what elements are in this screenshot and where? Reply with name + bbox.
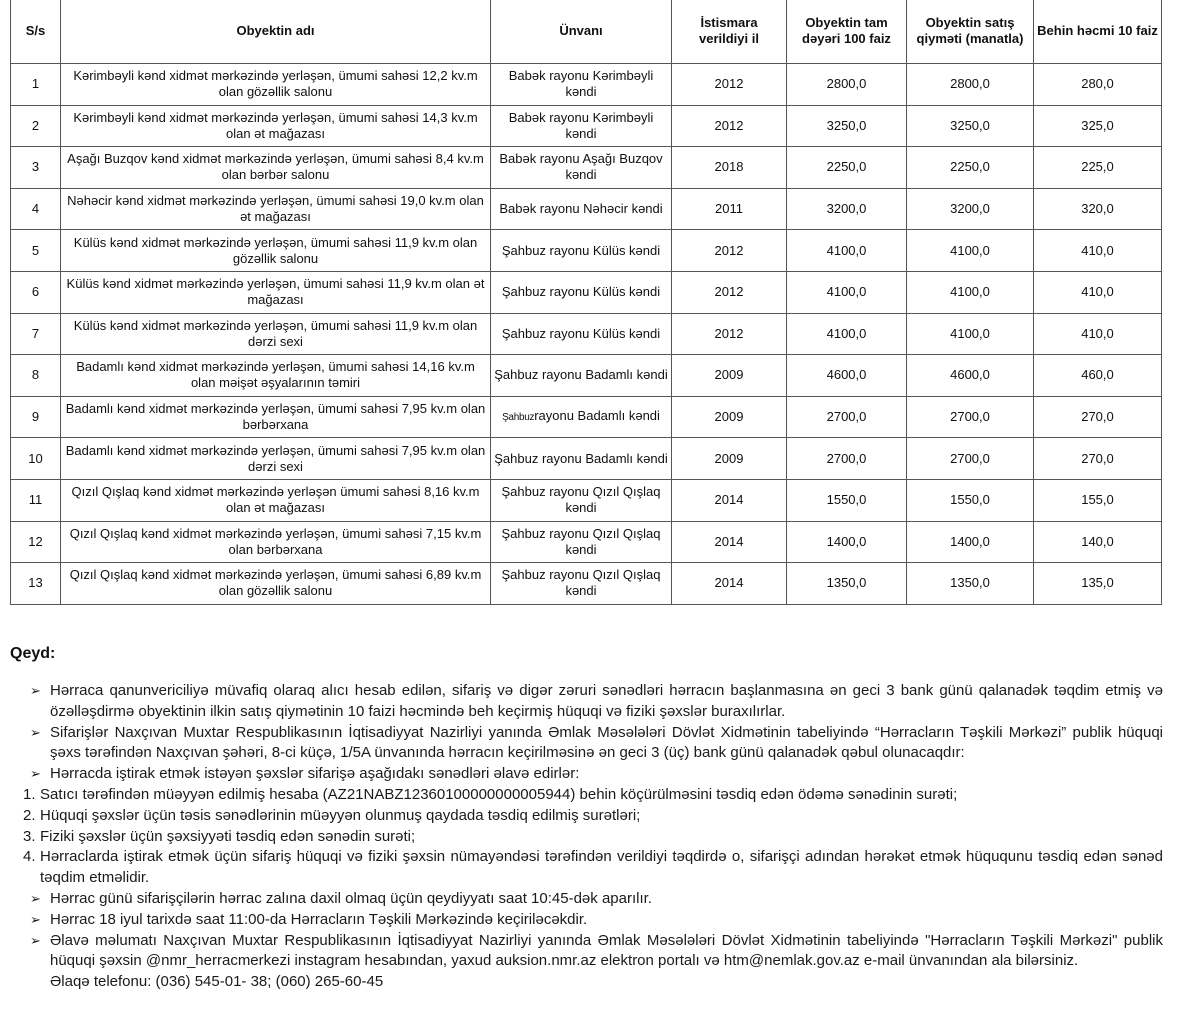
- cell-object-name: Külüs kənd xidmət mərkəzində yerləşən, ümumi sahəsi 11,9 kv.m olan ət mağazası: [61, 271, 491, 313]
- cell-deposit: 140,0: [1034, 521, 1162, 563]
- cell-sale-price: 4100,0: [907, 230, 1034, 272]
- cell-object-name: Kərimbəyli kənd xidmət mərkəzində yerləşən, ümumi sahəsi 14,3 kv.m olan ət mağazası: [61, 105, 491, 147]
- cell-serial-number: 5: [11, 230, 61, 272]
- arrow-bullet-icon: ➢: [30, 724, 41, 740]
- cell-object-name: Külüs kənd xidmət mərkəzində yerləşən, ümumi sahəsi 11,9 kv.m olan dərzi sexi: [61, 313, 491, 355]
- header-commissioning-year: İstismara verildiyi il: [672, 0, 787, 64]
- cell-full-value: 4100,0: [787, 271, 907, 313]
- note-text: Hərrac günü sifarişçilərin hərrac zalına daxil olmaq üçün qeydiyyatı saat 10:45-dək aparılır.: [50, 889, 652, 907]
- cell-deposit: 155,0: [1034, 479, 1162, 521]
- note-contact-line: [30, 972, 1163, 993]
- note-text: Hərraca qanunvericiliyə müvafiq olaraq alıcı hesab edilən, sifariş və digər zəruri sənədləri hərracın başlanmasına ən geci 3 bank günü qalanadək təqdim etmiş və özəlləşdirmə obyektinin ilkin satış qiymətinin 10 faizi həcmində beh keçirmiş hüquqi və fiziki şəxslər buraxılırlar.: [50, 682, 1163, 720]
- cell-commissioning-year: 2012: [672, 313, 787, 355]
- table-row: [11, 105, 1162, 147]
- cell-serial-number: 2: [11, 105, 61, 147]
- cell-full-value: 4100,0: [787, 230, 907, 272]
- cell-deposit: 410,0: [1034, 271, 1162, 313]
- cell-commissioning-year: 2018: [672, 147, 787, 189]
- cell-deposit: 320,0: [1034, 188, 1162, 230]
- note-text: Sifarişlər Naxçıvan Muxtar Respublikasının İqtisadiyyat Nazirliyi yanında Əmlak Məsələləri Dövlət Xidmətinin tabeliyində “Hərracların Təşkili Mərkəzi” publik hüquqi şəxs tərəfindən Naxçıvan şəhəri, 8-ci küçə, 1/5A ünvanında hərracın keçirilməsinə ən geci 3 (üç) bank günü qalanadək qəbul olunacaqdır:: [50, 723, 1163, 762]
- auction-lots-table: [10, 0, 1162, 605]
- note-text: Hərraclarda iştirak etmək üçün sifariş hüquqi və fiziki şəxsin nümayəndəsi tərəfindən verildiyi təqdirdə o, sifarişçi adından hərəkət etmək hüququnu təsdiq edən sənəd təqdim etməlidir.: [40, 848, 1163, 887]
- cell-address: Şahbuz rayonu Badamlı kəndi: [491, 438, 672, 480]
- arrow-bullet-icon: ➢: [30, 911, 41, 927]
- cell-serial-number: 4: [11, 188, 61, 230]
- cell-object-name: Qızıl Qışlaq kənd xidmət mərkəzində yerləşən, ümumi sahəsi 7,15 kv.m olan bərbərxana: [61, 521, 491, 563]
- cell-sale-price: 1400,0: [907, 521, 1034, 563]
- note-numbered-item: [23, 827, 1163, 848]
- cell-full-value: 2700,0: [787, 438, 907, 480]
- note-text: Fiziki şəxslər üçün şəxsiyyəti təsdiq edən sənədin surəti;: [40, 827, 416, 845]
- cell-full-value: 2700,0: [787, 396, 907, 438]
- note-numbered-item: [23, 806, 1163, 827]
- cell-address: Şahbuz rayonu Külüs kəndi: [491, 271, 672, 313]
- header-full-value: Obyektin tam dəyəri 100 faiz: [787, 0, 907, 64]
- cell-sale-price: 2700,0: [907, 396, 1034, 438]
- cell-commissioning-year: 2009: [672, 355, 787, 397]
- cell-serial-number: 12: [11, 521, 61, 563]
- notes-heading: Qeyd:: [10, 645, 56, 662]
- cell-object-name: Aşağı Buzqov kənd xidmət mərkəzində yerləşən, ümumi sahəsi 8,4 kv.m olan bərbər salonu: [61, 147, 491, 189]
- cell-deposit: 135,0: [1034, 563, 1162, 605]
- note-text: Satıcı tərəfindən müəyyən edilmiş hesaba (AZ21NABZ12360100000000005944) behin köçürülməsini təsdiq edən ödəmə sənədinin surəti;: [40, 785, 958, 803]
- cell-commissioning-year: 2011: [672, 188, 787, 230]
- cell-commissioning-year: 2012: [672, 105, 787, 147]
- note-text: Əlavə məlumatı Naxçıvan Muxtar Respublikasının İqtisadiyyat Nazirliyi yanında Əmlak Məsələləri Dövlət Xidmətinin tabeliyində "Hərracların Təşkili Mərkəzi" publik hüquqi şəxsin @nmr_herracmerkezi instagram hesabından, yaxud auksion.nmr.az elektron portalı və htm@nemlak.gov.az e-mail ünvanından ala bilərsiniz.: [50, 931, 1163, 970]
- table-body: [11, 64, 1162, 605]
- header-sale-price: Obyektin satış qiyməti (manatla): [907, 0, 1034, 64]
- cell-deposit: 325,0: [1034, 105, 1162, 147]
- cell-deposit: 280,0: [1034, 64, 1162, 106]
- table-row: [11, 64, 1162, 106]
- cell-full-value: 2250,0: [787, 147, 907, 189]
- cell-commissioning-year: 2009: [672, 396, 787, 438]
- cell-serial-number: 3: [11, 147, 61, 189]
- cell-commissioning-year: 2012: [672, 64, 787, 106]
- cell-address: Babək rayonu Nəhəcir kəndi: [491, 188, 672, 230]
- note-text: Əlaqə telefonu: (036) 545-01- 38; (060) 265-60-45: [50, 973, 384, 991]
- table-row: [11, 479, 1162, 521]
- cell-serial-number: 6: [11, 271, 61, 313]
- cell-deposit: 270,0: [1034, 438, 1162, 480]
- note-text: Hərracda iştirak etmək istəyən şəxslər sifarişə aşağıdakı sənədləri əlavə edirlər:: [50, 765, 580, 783]
- cell-serial-number: 1: [11, 64, 61, 106]
- cell-sale-price: 1350,0: [907, 563, 1034, 605]
- cell-sale-price: 2800,0: [907, 64, 1034, 106]
- table-row: [11, 188, 1162, 230]
- cell-serial-number: 11: [11, 479, 61, 521]
- cell-serial-number: 10: [11, 438, 61, 480]
- table-row: [11, 355, 1162, 397]
- cell-object-name: Kərimbəyli kənd xidmət mərkəzində yerləşən, ümumi sahəsi 12,2 kv.m olan gözəllik salonu: [61, 64, 491, 106]
- cell-full-value: 2800,0: [787, 64, 907, 106]
- cell-commissioning-year: 2014: [672, 521, 787, 563]
- cell-commissioning-year: 2014: [672, 479, 787, 521]
- cell-full-value: 4600,0: [787, 355, 907, 397]
- arrow-bullet-icon: ➢: [30, 890, 41, 906]
- cell-full-value: 3250,0: [787, 105, 907, 147]
- cell-address: [491, 396, 672, 438]
- cell-sale-price: 1550,0: [907, 479, 1034, 521]
- cell-deposit: 410,0: [1034, 313, 1162, 355]
- table-row: [11, 396, 1162, 438]
- cell-serial-number: 13: [11, 563, 61, 605]
- cell-sale-price: 3250,0: [907, 105, 1034, 147]
- table-row: [11, 438, 1162, 480]
- item-number: 1.: [23, 785, 36, 803]
- cell-serial-number: 7: [11, 313, 61, 355]
- header-deposit: Behin həcmi 10 faiz: [1034, 0, 1162, 64]
- cell-sale-price: 3200,0: [907, 188, 1034, 230]
- notes-list: [23, 681, 1163, 993]
- cell-object-name: Külüs kənd xidmət mərkəzində yerləşən, ümumi sahəsi 11,9 kv.m olan gözəllik salonu: [61, 230, 491, 272]
- cell-full-value: 1350,0: [787, 563, 907, 605]
- cell-full-value: 3200,0: [787, 188, 907, 230]
- cell-commissioning-year: 2012: [672, 230, 787, 272]
- cell-sale-price: 2700,0: [907, 438, 1034, 480]
- cell-object-name: Nəhəcir kənd xidmət mərkəzində yerləşən, ümumi sahəsi 19,0 kv.m olan ət mağazası: [61, 188, 491, 230]
- cell-full-value: 4100,0: [787, 313, 907, 355]
- note-bullet-item: [30, 723, 1163, 765]
- table-header-row: [11, 0, 1162, 64]
- cell-address: Babək rayonu Kərimbəyli kəndi: [491, 105, 672, 147]
- cell-address: Şahbuz rayonu Badamlı kəndi: [491, 355, 672, 397]
- note-bullet-item: [30, 764, 1163, 785]
- cell-address: Şahbuz rayonu Qızıl Qışlaq kəndi: [491, 521, 672, 563]
- header-object-name: Obyektin adı: [61, 0, 491, 64]
- cell-sale-price: 4100,0: [907, 271, 1034, 313]
- arrow-bullet-icon: ➢: [30, 766, 41, 782]
- table-row: [11, 147, 1162, 189]
- cell-deposit: 270,0: [1034, 396, 1162, 438]
- cell-object-name: Badamlı kənd xidmət mərkəzində yerləşən, ümumi sahəsi 7,95 kv.m olan bərbərxana: [61, 396, 491, 438]
- table-row: [11, 521, 1162, 563]
- header-serial-number: S/s: [11, 0, 61, 64]
- cell-address: Şahbuz rayonu Qızıl Qışlaq kəndi: [491, 479, 672, 521]
- cell-commissioning-year: 2012: [672, 271, 787, 313]
- cell-object-name: Badamlı kənd xidmət mərkəzində yerləşən, ümumi sahəsi 7,95 kv.m olan dərzi sexi: [61, 438, 491, 480]
- cell-address: Şahbuz rayonu Qızıl Qışlaq kəndi: [491, 563, 672, 605]
- note-numbered-item: [23, 785, 1163, 806]
- address-text: rayonu Badamlı kəndi: [534, 408, 660, 424]
- note-bullet-item: [30, 910, 1163, 931]
- item-number: 3.: [23, 827, 36, 845]
- cell-commissioning-year: 2009: [672, 438, 787, 480]
- cell-full-value: 1550,0: [787, 479, 907, 521]
- cell-address: Şahbuz rayonu Külüs kəndi: [491, 230, 672, 272]
- table-row: [11, 271, 1162, 313]
- note-bullet-item: [30, 931, 1163, 973]
- item-number: 4.: [23, 848, 36, 866]
- cell-object-name: Qızıl Qışlaq kənd xidmət mərkəzində yerləşən ümumi sahəsi 8,16 kv.m olan ət mağazası: [61, 479, 491, 521]
- note-text: Hüquqi şəxslər üçün təsis sənədlərinin müəyyən olunmuş qaydada təsdiq edilmiş surətləri;: [40, 806, 641, 824]
- cell-full-value: 1400,0: [787, 521, 907, 563]
- cell-address: Babək rayonu Aşağı Buzqov kəndi: [491, 147, 672, 189]
- arrow-bullet-icon: ➢: [30, 683, 41, 698]
- cell-object-name: Badamlı kənd xidmət mərkəzində yerləşən, ümumi sahəsi 14,16 kv.m olan məişət əşyalarının təmiri: [61, 355, 491, 397]
- arrow-bullet-icon: ➢: [30, 932, 41, 948]
- cell-serial-number: 8: [11, 355, 61, 397]
- note-bullet-item: [30, 681, 1163, 723]
- note-numbered-item: [23, 847, 1163, 889]
- table-row: [11, 313, 1162, 355]
- cell-deposit: 460,0: [1034, 355, 1162, 397]
- cell-deposit: 410,0: [1034, 230, 1162, 272]
- table-row: [11, 230, 1162, 272]
- note-text: Hərrac 18 iyul tarixdə saat 11:00-da Hərracların Təşkili Mərkəzində keçiriləcəkdir.: [50, 910, 588, 928]
- cell-commissioning-year: 2014: [672, 563, 787, 605]
- cell-deposit: 225,0: [1034, 147, 1162, 189]
- table-row: [11, 563, 1162, 605]
- address-prefix: Şahbuz: [502, 412, 535, 424]
- cell-sale-price: 4600,0: [907, 355, 1034, 397]
- cell-address: Şahbuz rayonu Külüs kəndi: [491, 313, 672, 355]
- cell-sale-price: 4100,0: [907, 313, 1034, 355]
- cell-object-name: Qızıl Qışlaq kənd xidmət mərkəzində yerləşən, ümumi sahəsi 6,89 kv.m olan gözəllik salonu: [61, 563, 491, 605]
- cell-address: Babək rayonu Kərimbəyli kəndi: [491, 64, 672, 106]
- cell-serial-number: 9: [11, 396, 61, 438]
- cell-sale-price: 2250,0: [907, 147, 1034, 189]
- header-address: Ünvanı: [491, 0, 672, 64]
- item-number: 2.: [23, 806, 36, 824]
- note-bullet-item: [30, 889, 1163, 910]
